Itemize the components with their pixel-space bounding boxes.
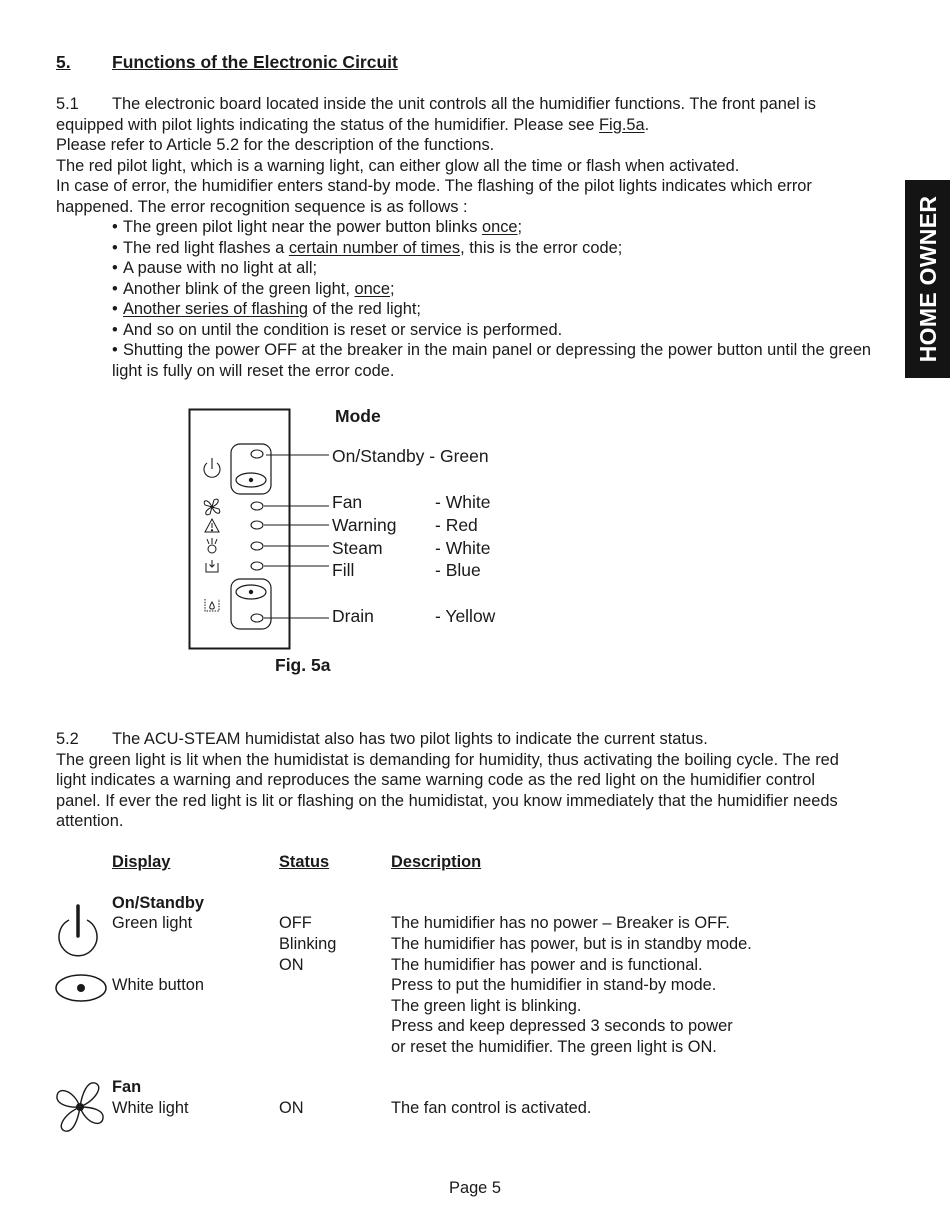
paragraph-5-1 [56, 94, 886, 217]
error-sequence-list [0, 217, 900, 387]
paragraph-5-2-number: 5.2 [56, 730, 79, 748]
list-item: • Shutting the power OFF at the breaker in the main panel or depressing the power button until the green light is fully on will reset the error code. [112, 341, 872, 380]
standby-green-light: Green light [112, 914, 193, 932]
home-owner-tab [905, 180, 950, 378]
paragraph-5-1-number: 5.1 [56, 95, 79, 113]
fan-white-light: White light [112, 1099, 189, 1117]
standby-title: On/Standby [112, 894, 204, 912]
mode-label: Mode [335, 406, 381, 426]
list-item: • Another blink of the green light, once; [112, 279, 395, 298]
fill-icon [206, 560, 218, 572]
figure-label-drain: Drain [332, 606, 374, 626]
figure-color-steam: - White [435, 538, 491, 558]
p52-line3: light indicates a warning and reproduces the same warning code as the red light on the humidifier control [56, 771, 815, 789]
p51-line6: happened. The error recognition sequence is as follows : [56, 197, 468, 216]
drain-light [251, 614, 263, 622]
figure-color-warning: - Red [435, 515, 478, 535]
p52-line1: The ACU-STEAM humidistat also has two pilot lights to indicate the current status. [112, 730, 708, 748]
description-off: The humidifier has no power – Breaker is OFF. [391, 914, 730, 932]
figure-color-fill: - Blue [435, 560, 481, 580]
status-on: ON [279, 956, 304, 974]
power-icon [204, 458, 220, 477]
button-description-3: Press and keep depressed 3 seconds to power [391, 1017, 733, 1035]
list-item: • Another series of flashing of the red light; [112, 300, 421, 318]
drain-icon [205, 599, 219, 611]
steam-light [251, 542, 263, 550]
section-title: Functions of the Electronic Circuit [112, 52, 398, 72]
warning-light [251, 521, 263, 529]
figure-color-fan: - White [435, 492, 491, 512]
power-icon [54, 904, 102, 960]
paragraph-5-2 [56, 729, 886, 832]
status-blinking: Blinking [279, 935, 337, 953]
list-item: • And so on until the condition is reset or service is performed. [112, 320, 563, 339]
fan-status: ON [279, 1099, 304, 1117]
section-number: 5. [56, 52, 71, 72]
column-header-display: Display [112, 853, 171, 871]
column-header-status: Status [279, 853, 330, 871]
warning-icon [205, 519, 219, 532]
page-number: Page 5 [449, 1179, 501, 1197]
p51-line1: The electronic board located inside the unit controls all the humidifier functions. The front panel is [112, 95, 816, 113]
figure-caption: Fig. 5a [275, 655, 331, 675]
drain-button-frame [231, 579, 271, 629]
column-header-description: Description [391, 853, 482, 871]
steam-icon [207, 538, 217, 553]
button-description-2: The green light is blinking. [391, 997, 582, 1015]
figure-label-fan: Fan [332, 492, 363, 512]
figure-color-drain: - Yellow [435, 606, 496, 626]
p51-line2: equipped with pilot lights indicating the status of the humidifier. Please see [56, 115, 600, 134]
fill-light [251, 562, 263, 570]
status-off: OFF [279, 914, 312, 932]
p52-line2: The green light is lit when the humidistat is demanding for humidity, thus activating the boiling cycle. The red [56, 750, 839, 769]
figure-label-warning: Warning [332, 515, 397, 535]
figure-label-steam: Steam [332, 538, 383, 558]
p52-line5: attention. [56, 812, 124, 830]
p51-line2-end: . [644, 115, 650, 134]
p51-line4: The red pilot light, which is a warning light, can either glow all the time or flash when activated. [56, 156, 740, 175]
fan-icon [204, 499, 220, 515]
fan-icon [54, 1080, 108, 1136]
control-panel-figure [188, 404, 528, 684]
white-button-label: White button [112, 976, 205, 994]
white-button-icon [54, 972, 110, 1004]
fig-5a-link[interactable]: Fig.5a [599, 115, 645, 134]
p52-line4: panel. If ever the red light is lit or flashing on the humidistat, you know immediately that the humidifier needs [56, 791, 838, 810]
button-description-4: or reset the humidifier. The green light is ON. [391, 1038, 717, 1056]
standby-light [251, 450, 263, 458]
list-item: • The red light flashes a certain number of times, this is the error code; [112, 238, 623, 257]
figure-label-standby: On/Standby - Green [332, 446, 489, 466]
p51-line5: In case of error, the humidifier enters stand-by mode. The flashing of the pilot lights indicates which error [56, 177, 812, 195]
button-description-1: Press to put the humidifier in stand-by mode. [391, 976, 717, 994]
figure-label-fill: Fill [332, 560, 355, 580]
fan-title: Fan [112, 1078, 142, 1096]
home-owner-tab-label: HOME OWNER [914, 195, 941, 363]
list-item: • A pause with no light at all; [112, 259, 318, 277]
description-blinking: The humidifier has power, but is in standby mode. [391, 935, 752, 953]
fan-description: The fan control is activated. [391, 1099, 592, 1117]
fan-light [251, 502, 263, 510]
section-heading [56, 52, 398, 73]
p51-line3: Please refer to Article 5.2 for the description of the functions. [56, 136, 495, 154]
description-on: The humidifier has power and is functional. [391, 956, 703, 974]
list-item: • The green pilot light near the power button blinks once; [112, 218, 523, 236]
